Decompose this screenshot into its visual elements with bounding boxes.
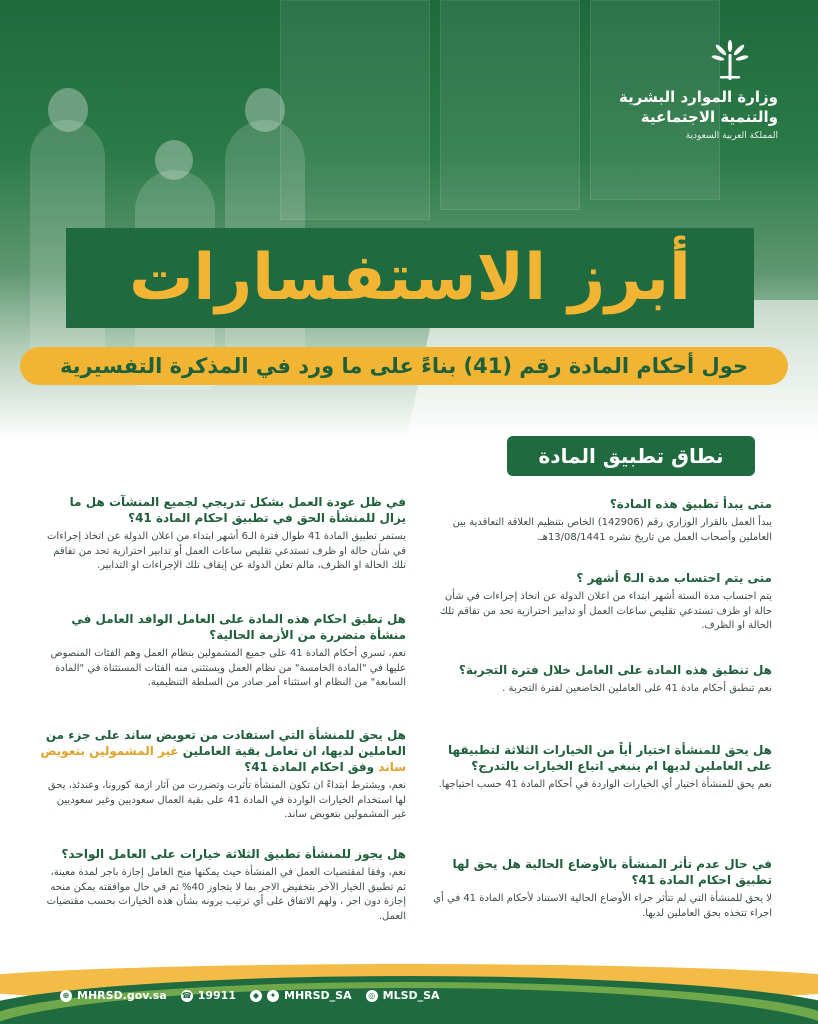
ministry-name-line2: والتنمية الاجتماعية	[640, 108, 778, 126]
faq-question: في حال عدم تأثر المنشأة بالأوضاع الحالية هل يحق لها تطبيق احكام المادة 41؟	[452, 857, 772, 887]
faq-answer: نعم، ويشترط ابتداءً ان تكون المنشأة تأثرت وتضررت من آثار ازمة كورونا، وعندئذ، يحق لها استخدام الخيارات الواردة في المادة 41 على بقية العمال سعوديين وغير سعوديين غير المشمولين بتعويض ساند.	[47, 780, 406, 821]
website-link[interactable]	[60, 989, 167, 1002]
faq-item	[432, 570, 772, 634]
faq-item	[432, 742, 772, 793]
faq-question: متى يبدأ تطبيق هذه المادة؟	[609, 497, 772, 511]
faq-question-part1: هل يحق للمنشأة التي استفادت من تعويض ساند على جزء من العاملين لديها، ان تعامل بقية العاملين	[45, 728, 406, 758]
faq-item	[40, 494, 406, 574]
palm-emblem-icon	[710, 40, 750, 84]
twitter-icon: ✦	[267, 990, 279, 1002]
section-header	[507, 436, 755, 476]
faq-answer: يتم احتساب مدة الستة أشهر ابتداء من اعلان الدولة عن اتخاذ إجراءات في شأن حالة او ظرف تستدعي تقليص ساعات العمل أو تدابير احترازية تحد من تفاقم تلك الحالة او الظرف.	[439, 591, 772, 632]
faq-item	[40, 846, 406, 924]
faq-item	[40, 611, 406, 691]
instagram-icon: ◎	[366, 990, 378, 1002]
phone-icon: ☎	[181, 990, 192, 1000]
social-handle-mhrsd: MHRSD_SA	[284, 989, 352, 1002]
ministry-name-line1: وزارة الموارد البشرية	[619, 88, 778, 106]
faq-item	[432, 856, 772, 921]
faq-item	[432, 496, 772, 545]
social-link-mhrsd[interactable]	[250, 989, 352, 1002]
subtitle-banner	[20, 347, 788, 385]
faq-answer: لا يحق للمنشأة التي لم تتأثر جراء الأوضاع الحالية الاستناد لأحكام المادة 41 في أي اجراء تتخذه بحق العاملين لديها.	[433, 893, 772, 919]
faq-question-highlight: غير المشمولين بتعويض ساند	[40, 744, 406, 774]
faq-answer: يستمر تطبيق المادة 41 طوال فترة الـ6 أشهر ابتداء من اعلان الدولة عن اتخاذ إجراءات في شأن حالة او ظرف تستدعي تقليص ساعات العمل أو تدابير احترازية تحد من تفاقم تلك الحالة او الظرف، مالم تعلن الدولة عن إيقاف تلك الإجراءات او التدابير.	[47, 531, 406, 572]
website-text: MHRSD.gov.sa	[77, 989, 167, 1002]
faq-question: هل يجوز للمنشأة تطبيق الثلاثة خيارات على العامل الواحد؟	[61, 847, 406, 861]
faq-question: في ظل عودة العمل بشكل تدريجي لجميع المنشآت هل ما يزال للمنشأة الحق في تطبيق احكام المادة 41؟	[69, 495, 406, 525]
page-title: أبرز الاستفسارات	[129, 241, 691, 315]
section-title: نطاق تطبيق المادة	[538, 444, 724, 468]
footer-contacts	[60, 989, 440, 1002]
faq-question: هل تنطبق هذه المادة على العامل خلال فترة التجربة؟	[458, 663, 772, 677]
faq-answer: نعم، تسري أحكام المادة 41 على جميع المشمولين بنظام العمل وهم الفئات المنصوص عليها في "المادة الخامسة" من نظام العمل ويستثنى منه الفئات المستثناة في "المادة السابعة" من النظام او استثناء أمر صادر من السلطة التنظيمية.	[50, 648, 406, 689]
faq-item	[40, 727, 406, 823]
faq-question: هل تطبق احكام هذه المادة على العامل الوافد العامل في منشأة متضررة من الأزمة الحالية؟	[71, 612, 406, 642]
faq-question	[40, 727, 406, 775]
faq-question: هل يحق للمنشأة اختيار أياً من الخيارات الثلاثة لتطبيقها على العاملين لديها ام ينبغي اتباع الخيارات بالتدرج؟	[447, 743, 772, 773]
snapchat-icon: ◆	[250, 990, 262, 1002]
faq-answer: نعم يحق للمنشأة اختيار أي الخيارات الواردة في أحكام المادة 41 حسب احتياجها.	[438, 779, 772, 790]
phone-text: 19911	[197, 989, 236, 1002]
faq-answer: نعم تنطبق أحكام مادة 41 على العاملين الخاضعين لفترة التجربة .	[502, 683, 772, 694]
faq-question-part2: وفق احكام المادة 41؟	[244, 760, 375, 774]
faq-item	[432, 662, 772, 697]
social-handle-mlsd: MLSD_SA	[382, 989, 440, 1002]
faq-question: متى يتم احتساب مدة الـ6 أشهر ؟	[576, 571, 772, 585]
kingdom-name: المملكة العربية السعودية	[685, 131, 778, 141]
page-subtitle: حول أحكام المادة رقم (41) بناءً على ما ورد في المذكرة التفسيرية	[59, 354, 749, 378]
phone-link[interactable]	[181, 989, 236, 1002]
globe-icon: ⊕	[60, 990, 72, 1002]
faq-answer: يبدأ العمل بالقرار الوزاري رقم (142906) الخاص بتنظيم العلاقة التعاقدية بين العاملين وأصحاب العمل من تاريخ نشره 13/08/1441هـ.	[452, 517, 772, 543]
social-link-mlsd[interactable]	[366, 989, 440, 1002]
title-banner	[66, 228, 754, 328]
faq-answer: نعم، وفقا لمقتضيات العمل في المنشأة حيث يمكنها منح العامل إجازة باجر لمدة معينة، ثم تطبيق الخيار الآخر بتخفيض الاجر بما لا يتجاوز 40% ثم في حال موافقته يمكن منحه إجازة دون اجر ، ولهم الاتفاق على أي ترتيب يرونه بشأن هذه الخيارات بحسب مقتضيات العمل.	[46, 867, 406, 922]
